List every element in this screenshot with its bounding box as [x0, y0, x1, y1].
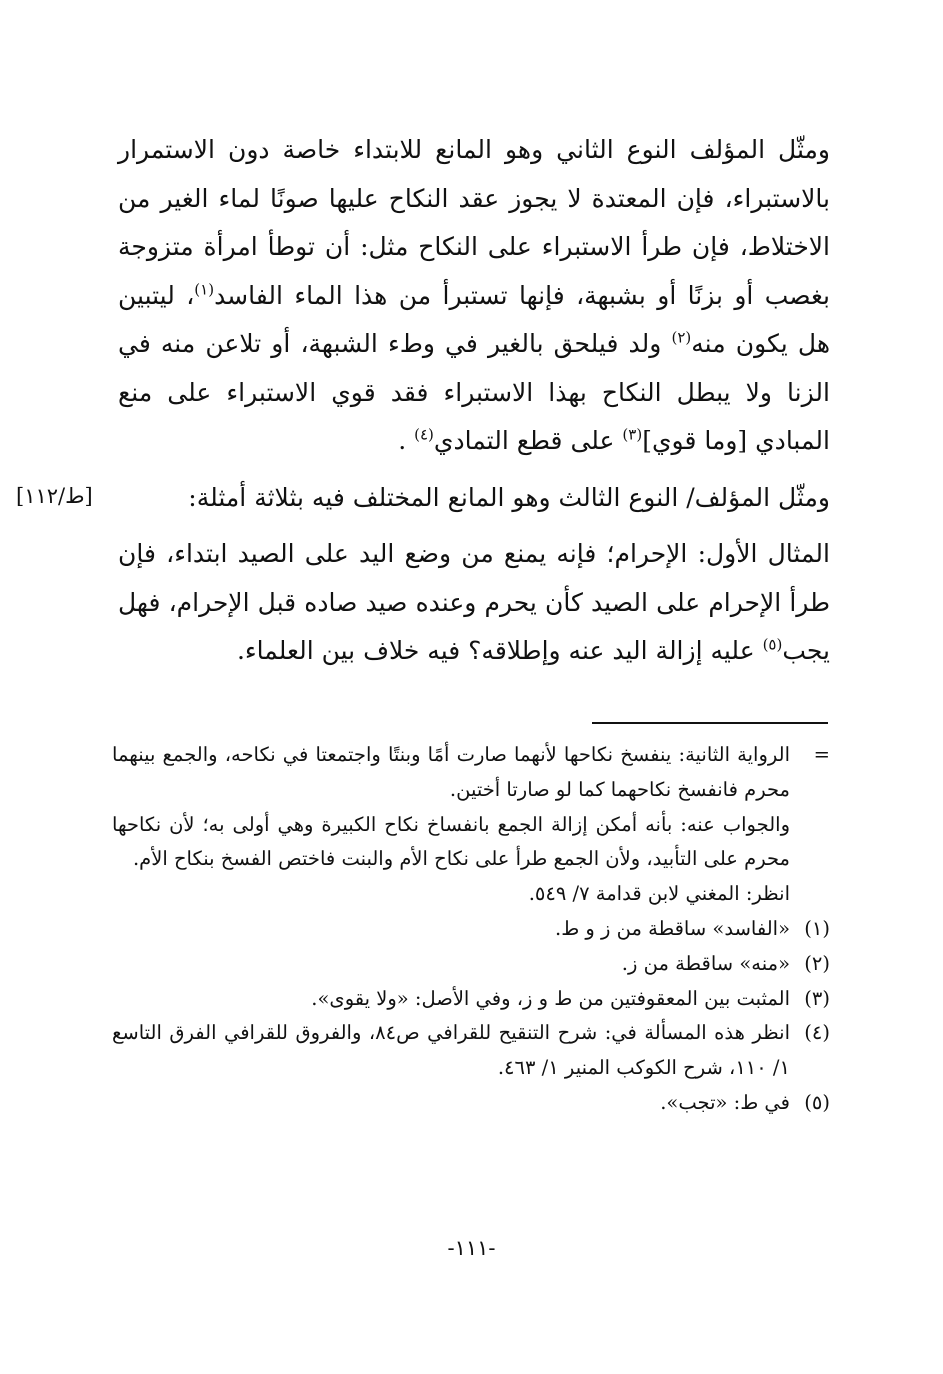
footnote-text: «منه» ساقطة من ز.	[621, 951, 790, 975]
page-number: -١١١-	[447, 1236, 496, 1260]
footnote-text: في ط: «تجب».	[660, 1090, 790, 1114]
footnote-1	[112, 912, 830, 947]
footnote-number: (٢)	[804, 951, 830, 975]
paragraph-1-text-c: ولد فيلحق بالغير في وطء الشبهة، أو تلاعن منه في الزنا ولا يبطل النكاح بهذا الاستبراء فقد قوي الاستبراء على منع المبادي [وما قوي]	[118, 329, 830, 455]
paragraph-3-text-a: المثال الأول: الإحرام؛ فإنه يمنع من وضع اليد على الصيد ابتداء، فإن طرأ الإحرام على الصيد كأن يحرم وعنده صيد صاده قبل الإحرام، فهل يجب	[118, 539, 830, 665]
margin-folio-reference: [ط/١١٢]	[16, 484, 93, 508]
footnote-text: «الفاسد» ساقطة من ز و ط.	[555, 916, 790, 940]
footnote-3	[112, 982, 830, 1017]
footnote-number: (٣)	[804, 986, 830, 1010]
footnote-2	[112, 947, 830, 982]
footnote-5	[112, 1086, 830, 1121]
footnote-continuation-text: والجواب عنه: بأنه أمكن إزالة الجمع بانفساخ نكاح الكبيرة وهي أولى به؛ لأن نكاحها محرم على التأبيد، ولأن الجمع طرأ على نكاح الأم والبنت فاختص الفسخ بنكاح الأم.	[112, 812, 790, 871]
footnote-continuation-text: الرواية الثانية: ينفسخ نكاحها لأنهما صارت أمًا وبنتًا واجتمعتا في نكاحه، والجمع بينهما محرم فانفسخ نكاحهما كما لو صارتا أختين.	[112, 743, 790, 801]
continuation-mark: =	[813, 743, 830, 766]
footnote-continuation-2	[112, 808, 830, 878]
footnote-continuation-3	[112, 877, 830, 912]
footnote-ref-3: (٣)	[622, 425, 643, 444]
paragraph-1	[118, 126, 830, 466]
footnote-number: (١)	[804, 916, 830, 940]
footnote-text: انظر هذه المسألة في: شرح التنقيح للقرافي ص٨٤، والفروق للقرافي الفرق التاسع ١/ ١١٠، شرح الكوكب المنير ١/ ٤٦٣.	[112, 1021, 790, 1080]
footnote-ref-2: (٢)	[671, 328, 692, 347]
footnote-4	[112, 1016, 830, 1086]
footnote-separator	[592, 722, 828, 724]
paragraph-1-text-b: ، ليتبين هل يكون منه	[118, 280, 830, 358]
paragraph-2: ومثّل المؤلف/ النوع الثالث وهو المانع المختلف فيه بثلاثة أمثلة:	[188, 482, 830, 512]
paragraph-1-text-a: ومثّل المؤلف النوع الثاني وهو المانع للابتداء خاصة دون الاستمرار بالاستبراء، فإن المعتدة لا يجوز عقد النكاح عليها صونًا لماء الغير من الاختلاط، فإن طرأ الاستبراء على النكاح مثل: أن توطأ امرأة متزوجة بغصب أو بزنًا أو بشبهة، فإنها تستبرأ من هذا الماء الفاسد	[118, 135, 831, 310]
footnote-text: المثبت بين المعقوفتين من ط و ز، وفي الأصل: «ولا يقوى».	[311, 986, 790, 1010]
main-text	[118, 126, 830, 676]
footnotes-section	[112, 738, 830, 1121]
footnote-ref-4: (٤)	[414, 425, 434, 444]
footnote-ref-1: (١)	[194, 280, 215, 299]
footnote-continuation-text: انظر: المغني لابن قدامة ٧/ ٥٤٩.	[528, 882, 790, 906]
footnote-number: (٥)	[804, 1090, 830, 1114]
footnote-ref-5: (٥)	[762, 635, 783, 654]
paragraph-3-text-b: عليه إزالة اليد عنه وإطلاقه؟ فيه خلاف بين العلماء.	[236, 636, 763, 665]
footnote-continuation-1	[112, 738, 830, 808]
paragraph-1-text-e: .	[398, 426, 415, 455]
paragraph-3	[118, 530, 830, 676]
paragraph-1-text-d: على قطع التمادي	[433, 426, 623, 455]
footnote-number: (٤)	[804, 1021, 830, 1045]
